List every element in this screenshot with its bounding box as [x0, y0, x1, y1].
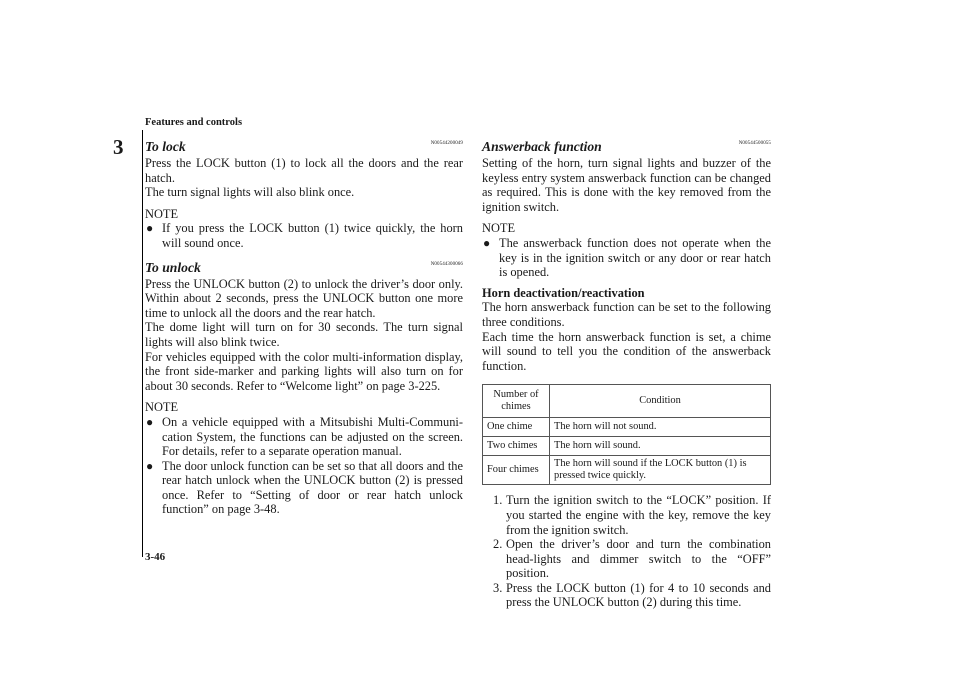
list-item — [482, 537, 771, 581]
table-cell: Two chimes — [483, 437, 550, 456]
table-cell: The horn will not sound. — [550, 418, 771, 437]
paragraph: Press the LOCK button (1) to lock all the doors and the rear hatch. — [145, 156, 463, 185]
note-text: On a vehicle equipped with a Mitsubishi Multi-Communi-cation System, the functions can be adjusted on the screen. For details, refer to a separate operation manual. — [162, 414, 463, 459]
chime-table — [482, 384, 771, 485]
table-header-row — [483, 385, 771, 418]
note-text: The answerback function does not operate when the key is in the ignition switch or any door or rear hatch is opened. — [499, 235, 771, 280]
step-text: Turn the ignition switch to the “LOCK” position. If you started the engine with the key, remove the key from the ignition switch. — [506, 493, 771, 537]
step-text: Press the LOCK button (1) for 4 to 10 seconds and press the UNLOCK button (2) during this time. — [506, 580, 771, 610]
table-row — [483, 437, 771, 456]
paragraph: Each time the horn answerback function is set, a chime will sound to tell you the condition of the answerback function. — [482, 329, 771, 373]
paragraph: The dome light will turn on for 30 seconds. The turn signal lights will also blink twice. — [145, 320, 463, 349]
chapter-divider — [142, 130, 143, 557]
paragraph: For vehicles equipped with the color multi-information display, the front side-marker and parking lights will also turn on for about 30 seconds. Refer to “Welcome light” on page 3-225. — [145, 349, 463, 393]
bullet-icon: ● — [483, 235, 491, 250]
right-column — [482, 138, 771, 610]
note-item — [482, 236, 771, 280]
to-unlock-code: N00544300066 — [430, 261, 463, 267]
bullet-icon: ● — [146, 221, 154, 236]
note-text: The door unlock function can be set so that all doors and the rear hatch unlock when the UNLOCK button (2) is pressed once. Refer to “Setting of door or rear hatch unlock function” on page 3-48. — [162, 458, 463, 517]
subheading: Horn deactivation/reactivation — [482, 285, 645, 300]
note-label: NOTE — [482, 221, 516, 236]
paragraph: Press the UNLOCK button (2) to unlock the driver’s door only. Within about 2 seconds, press the UNLOCK button one more time to unlock all the doors and the rear hatch. — [145, 276, 463, 320]
paragraph: Setting of the horn, turn signal lights and buzzer of the keyless entry system answerback function can be changed as required. This is done with the key removed from the ignition switch. — [482, 156, 771, 214]
section-header: Features and controls — [145, 117, 243, 128]
table-row — [483, 456, 771, 485]
bullet-icon: ● — [146, 458, 154, 473]
chapter-number: 3 — [113, 135, 124, 159]
paragraph: The turn signal lights will also blink once. — [145, 185, 355, 200]
to-unlock-title: To unlock — [145, 259, 201, 275]
answerback-code: N00544500055 — [738, 141, 771, 146]
table-cell: The horn will sound. — [550, 437, 771, 456]
to-lock-code: N00544200049 — [430, 141, 463, 146]
to-lock-title: To lock — [145, 139, 186, 154]
to-lock-heading — [145, 138, 463, 156]
step-number: 2. — [493, 537, 503, 552]
answerback-heading — [482, 138, 771, 156]
table-header: Condition — [550, 385, 771, 418]
paragraph: The horn answerback function can be set to the following three conditions. — [482, 300, 771, 329]
note-item — [145, 459, 463, 517]
table-row — [483, 418, 771, 437]
answerback-title: Answerback function — [482, 139, 602, 154]
left-column — [145, 138, 463, 517]
step-number: 1. — [493, 493, 503, 508]
steps-list — [482, 493, 771, 610]
table-cell: The horn will sound if the LOCK button (1) is pressed twice quickly. — [550, 456, 771, 485]
to-unlock-heading — [145, 259, 463, 277]
step-number: 3. — [493, 580, 503, 595]
list-item — [482, 581, 771, 610]
note-label: NOTE — [145, 206, 179, 221]
note-item — [145, 415, 463, 459]
bullet-icon: ● — [146, 414, 154, 429]
table-cell: One chime — [483, 418, 550, 437]
note-label: NOTE — [145, 400, 179, 415]
page-number: 3-46 — [145, 551, 166, 563]
note-text: If you press the LOCK button (1) twice quickly, the horn will sound once. — [162, 221, 463, 250]
table-header: Number of chimes — [483, 385, 550, 418]
list-item — [482, 493, 771, 537]
table-cell: Four chimes — [483, 456, 550, 485]
step-text: Open the driver’s door and turn the combination head-lights and dimmer switch to the “OFF” position. — [506, 537, 771, 581]
note-item — [145, 221, 463, 250]
